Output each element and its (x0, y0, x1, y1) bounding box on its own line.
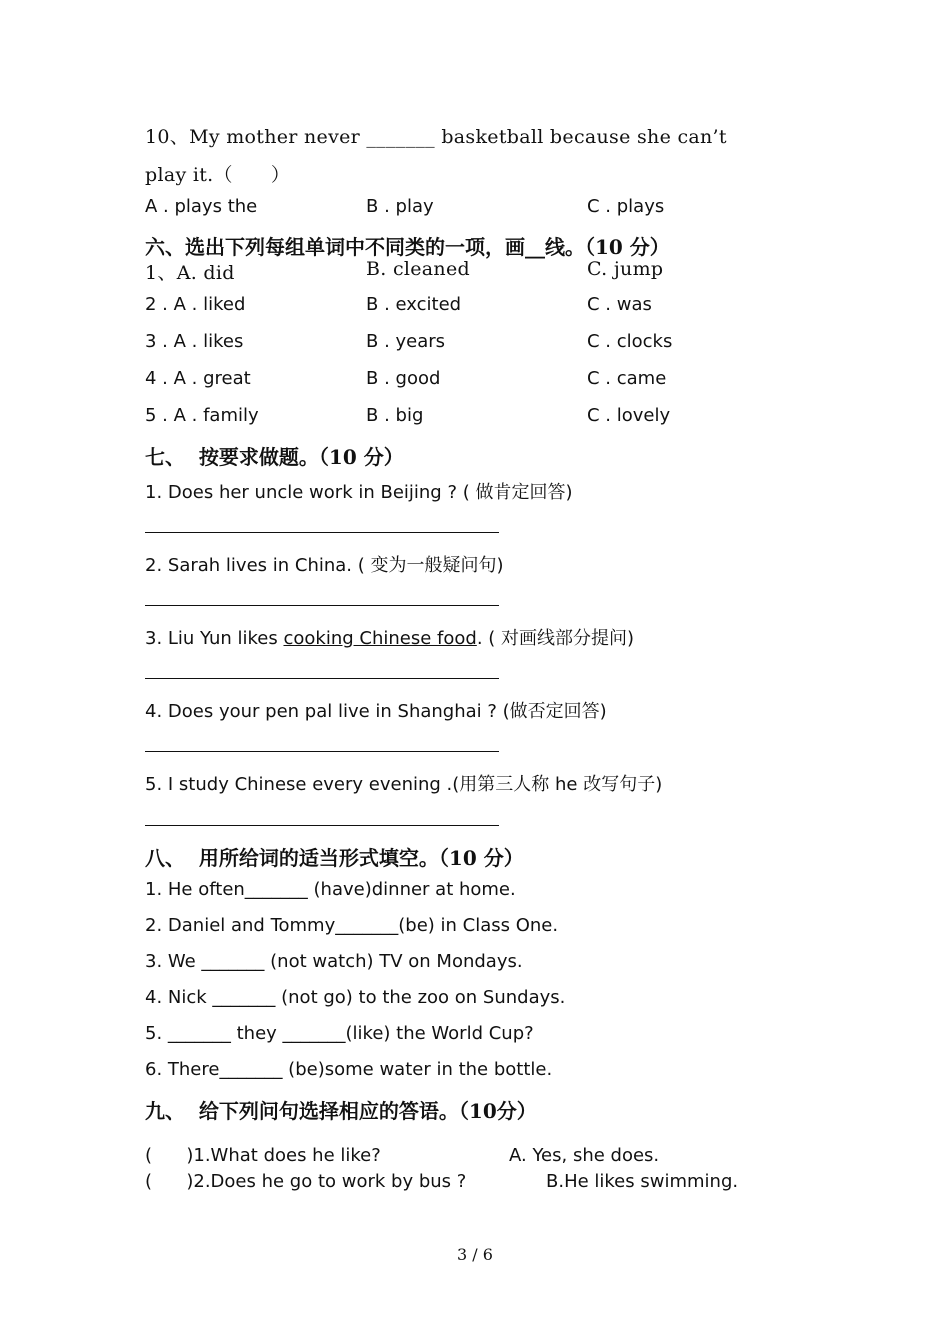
s7-q2: 2. Sarah lives in China. ( 变为一般疑问句) (145, 555, 504, 576)
s9-answer-b: B.He likes swimming. (546, 1171, 739, 1192)
s8-item-6: 6. There_______ (be)some water in the bottle. (145, 1059, 553, 1080)
s6-row3-b: B . years (366, 331, 446, 352)
s8-item-1: 1. He often_______ (have)dinner at home. (145, 879, 516, 900)
page-number: 3 / 6 (457, 1245, 493, 1264)
s8-item-4: 4. Nick _______ (not go) to the zoo on Sundays. (145, 987, 566, 1008)
s8-item-2: 2. Daniel and Tommy_______(be) in Class One. (145, 915, 559, 936)
s7-answer-line-2[interactable] (145, 605, 499, 606)
q10-option-a: A . plays the (145, 196, 258, 217)
section6-heading: 六、选出下列每组单词中不同类的一项，画__线。（10 分） (145, 235, 670, 259)
s8-item-3: 3. We _______ (not watch) TV on Mondays. (145, 951, 523, 972)
s7-q5: 5. I study Chinese every evening .(用第三人称 he 改写句子) (145, 774, 663, 795)
s6-row5-c: C . lovely (587, 405, 671, 426)
s7-q3 (145, 624, 634, 650)
s6-row2-b: B . excited (366, 294, 462, 315)
section8-heading: 八、 用所给词的适当形式填空。（10 分） (145, 846, 524, 870)
s7-answer-line-3[interactable] (145, 678, 499, 679)
s6-row4-b: B . good (366, 368, 441, 389)
section7-heading: 七、 按要求做题。（10 分） (145, 445, 404, 469)
s9-question-2: ( )2.Does he go to work by bus ? (145, 1171, 467, 1192)
s8-item-5: 5. _______ they _______(like) the World Cup? (145, 1023, 534, 1044)
section9-heading: 九、 给下列问句选择相应的答语。（10分） (145, 1099, 537, 1123)
s6-row2-a: 2 . A . liked (145, 294, 246, 315)
s9-question-1: ( )1.What does he like? (145, 1145, 381, 1166)
q10-line1: 10、My mother never _______ basketball because she can’t (145, 126, 727, 148)
q10-option-c: C . plays (587, 196, 665, 217)
s6-row4-c: C . came (587, 368, 667, 389)
s7-answer-line-5[interactable] (145, 825, 499, 826)
q10-line2: play it.（ ） (145, 164, 291, 186)
s6-row3-a: 3 . A . likes (145, 331, 244, 352)
s6-row1-a: 1、A. did (145, 262, 235, 284)
s6-row5-b: B . big (366, 405, 424, 426)
s9-answer-a: A. Yes, she does. (509, 1145, 660, 1166)
s6-row5-a: 5 . A . family (145, 405, 259, 426)
s7-q3-underlined: cooking Chinese food (283, 628, 477, 649)
s6-row4-a: 4 . A . great (145, 368, 251, 389)
s7-q4: 4. Does your pen pal live in Shanghai ? (做否定回答) (145, 701, 607, 722)
s6-row1-c: C. jump (587, 258, 664, 280)
s7-q1: 1. Does her uncle work in Beijing ? ( 做肯定回答) (145, 482, 573, 503)
s6-row2-c: C . was (587, 294, 652, 315)
s7-answer-line-1[interactable] (145, 532, 499, 533)
s6-row3-c: C . clocks (587, 331, 673, 352)
q10-option-b: B . play (366, 196, 434, 217)
s7-q3-post: . ( 对画线部分提问) (476, 628, 635, 649)
s7-answer-line-4[interactable] (145, 751, 499, 752)
s7-q3-pre: 3. Liu Yun likes (145, 628, 284, 649)
s6-row1-b: B. cleaned (366, 258, 470, 280)
